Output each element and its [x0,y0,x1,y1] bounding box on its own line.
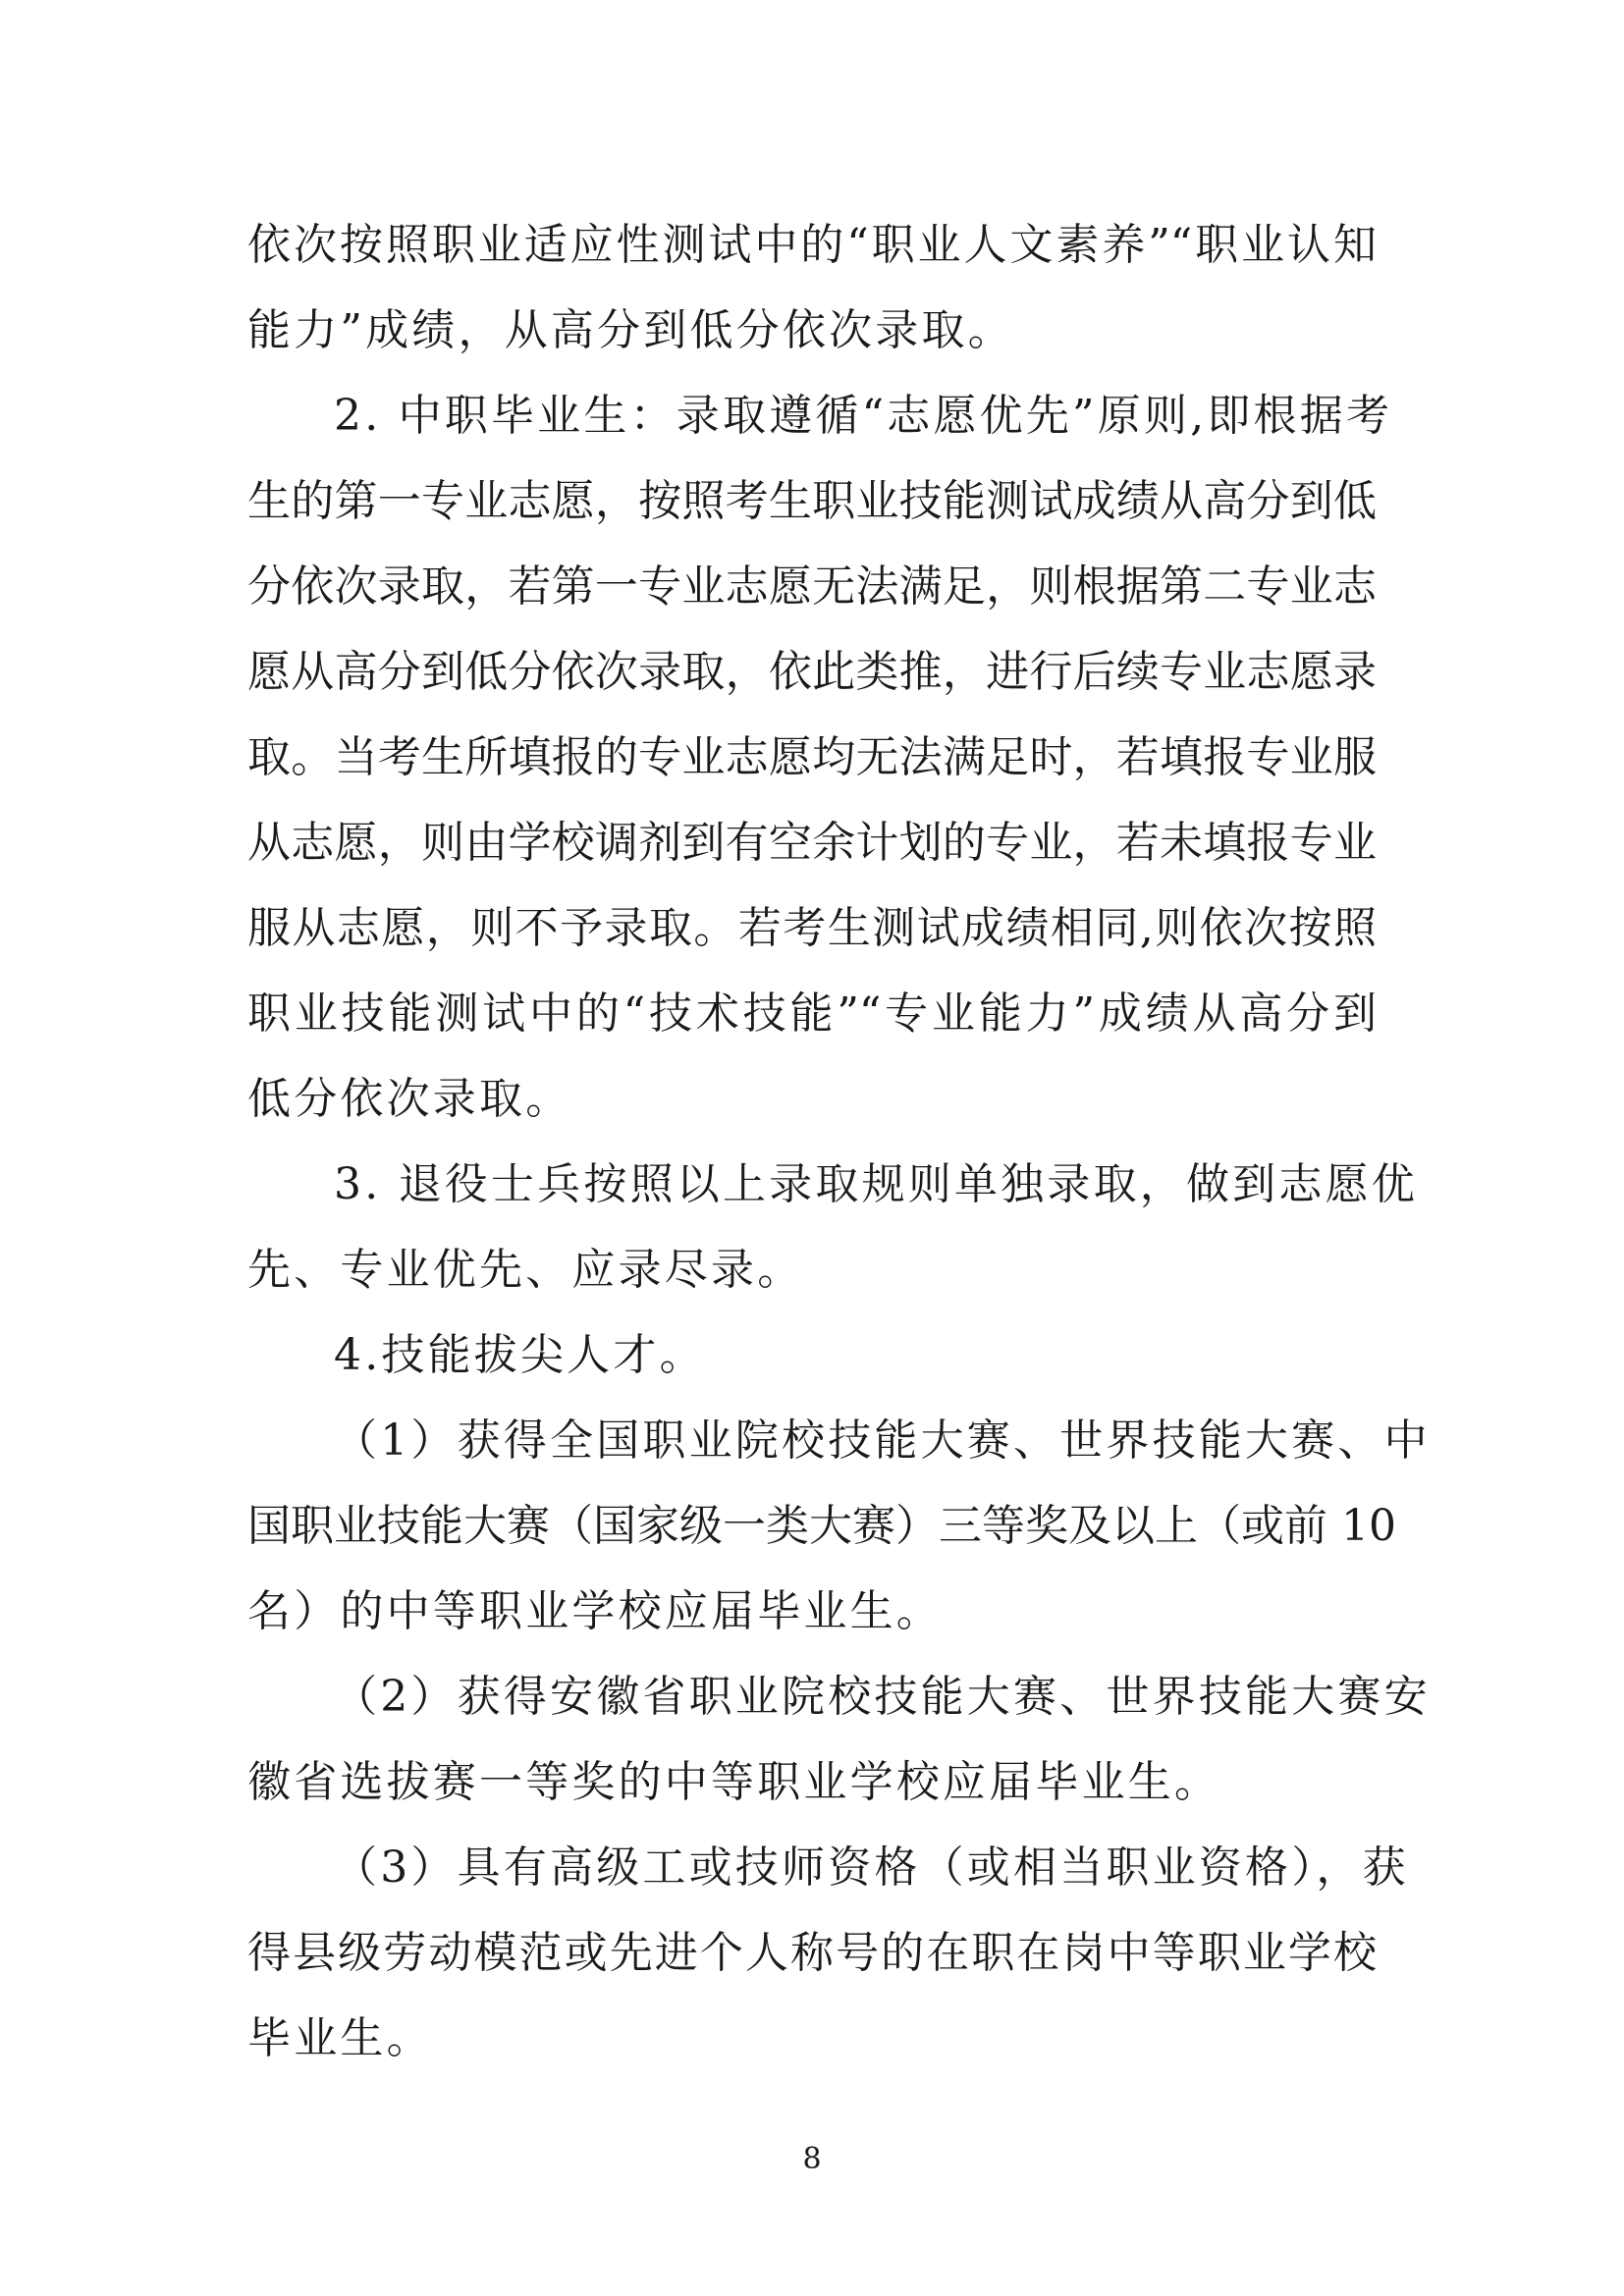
paragraph-line: 国职业技能大赛（国家级一类大赛）三等奖及以上（或前 10 [247,1501,1396,1551]
paragraph-line: 徽省选拔赛一等奖的中等职业学校应届毕业生。 [247,1757,1221,1807]
paragraph-line: （2）获得安徽省职业院校技能大赛、世界技能大赛安 [334,1672,1431,1722]
paragraph-line: 能力”成绩，从高分到低分依次录取。 [247,305,1014,355]
body-text [247,202,1431,2081]
paragraph-line: 愿从高分到低分依次录取，依此类推，进行后续专业志愿录 [247,647,1377,697]
paragraph-line: 取。当考生所填报的专业志愿均无法满足时，若填报专业服 [247,732,1377,782]
paragraph-line: 低分依次录取。 [247,1074,572,1124]
paragraph-line: 2. 中职毕业生：录取遵循“志愿优先”原则,即根据考 [334,391,1393,441]
paragraph-line: 依次按照职业适应性测试中的“职业人文素养”“职业认知 [247,220,1377,270]
paragraph-line: 生的第一专业志愿，按照考生职业技能测试成绩从高分到低 [247,476,1377,526]
paragraph-line: 服从志愿，则不予录取。若考生测试成绩相同,则依次按照 [247,903,1377,953]
paragraph-line: 4.技能拔尖人才。 [334,1330,706,1380]
paragraph-line: 3. 退役士兵按照以上录取规则单独录取，做到志愿优 [334,1159,1418,1209]
paragraph-line: 得县级劳动模范或先进个人称号的在职在岗中等职业学校 [247,1928,1377,1978]
paragraph-line: 毕业生。 [247,2013,433,2063]
paragraph-line: 从志愿，则由学校调剂到有空余计划的专业，若未填报专业 [247,818,1377,868]
paragraph-line: 职业技能测试中的“技术技能”“专业能力”成绩从高分到 [247,988,1377,1039]
paragraph-line: （1）获得全国职业院校技能大赛、世界技能大赛、中 [334,1415,1431,1466]
page-number: 8 [802,2142,822,2176]
paragraph-line: 先、专业优先、应录尽录。 [247,1245,804,1295]
paragraph-line: 名）的中等职业学校应届毕业生。 [247,1586,943,1636]
paragraph-line: （3）具有高级工或技师资格（或相当职业资格），获 [334,1842,1409,1893]
paragraph-line: 分依次录取，若第一专业志愿无法满足，则根据第二专业志 [247,561,1377,612]
